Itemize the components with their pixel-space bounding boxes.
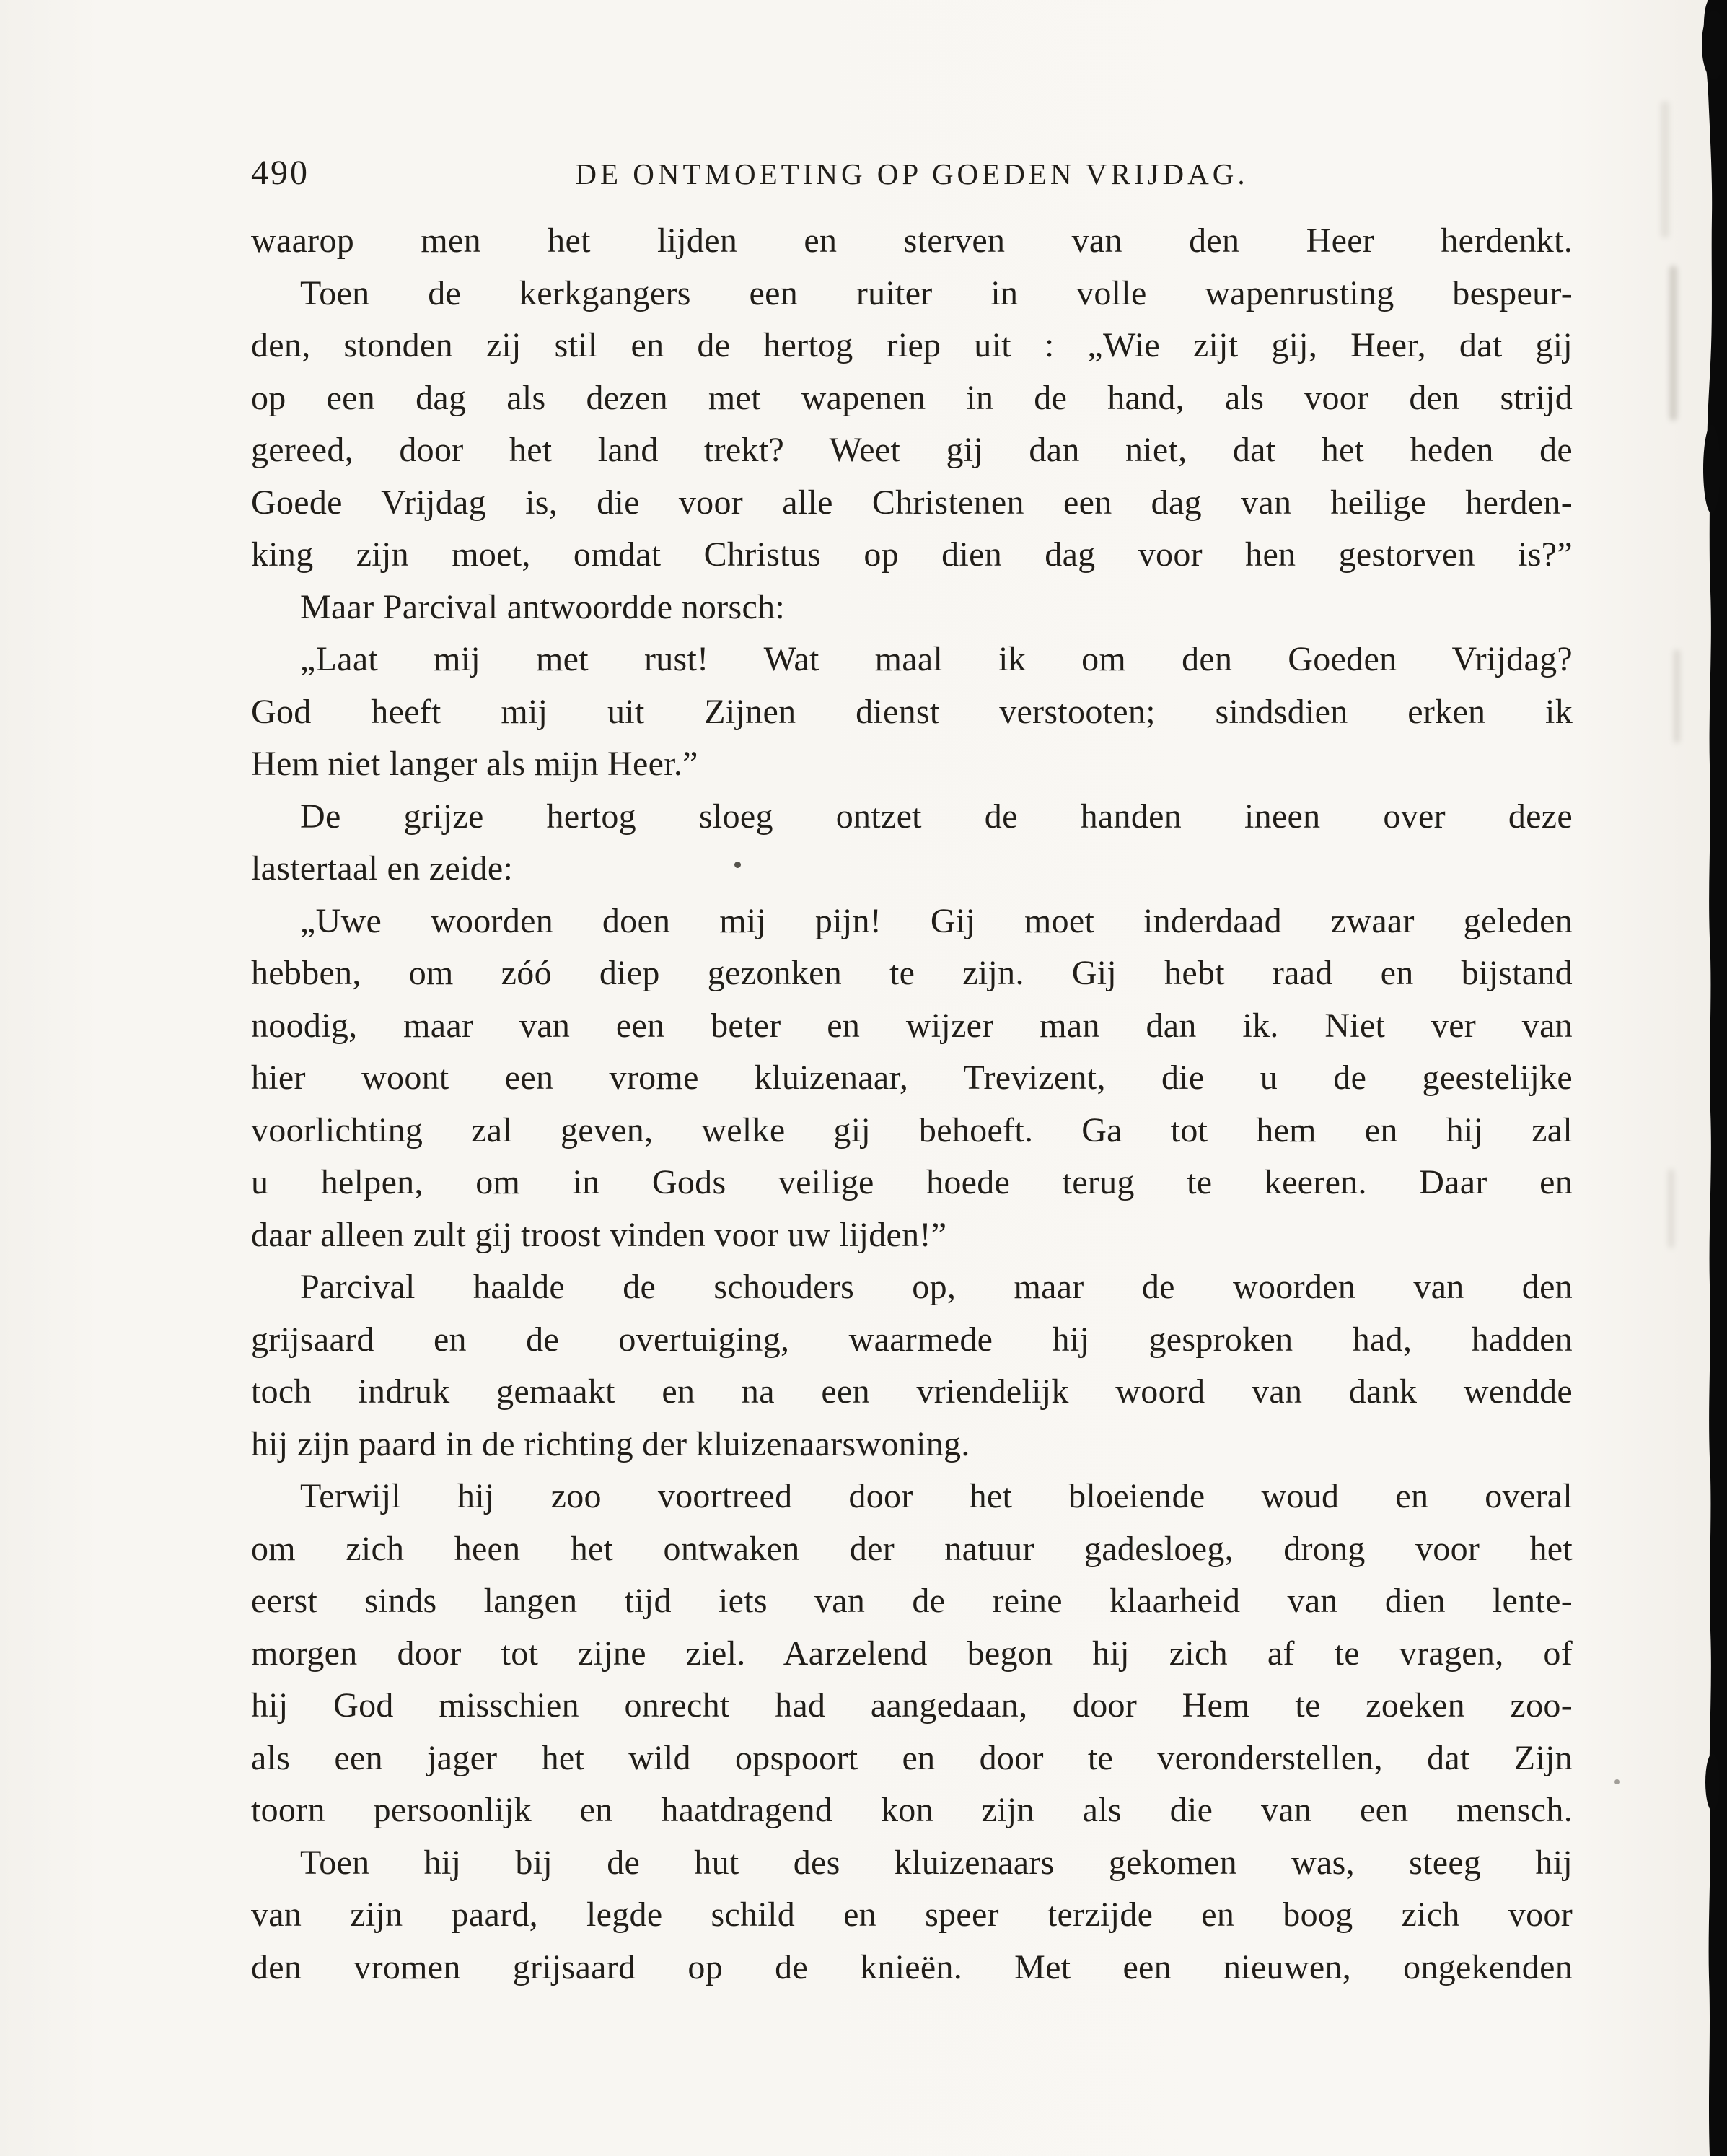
page-number: 490	[251, 154, 309, 192]
edge-blob-mid	[1703, 424, 1721, 514]
text-line: toch indruk gemaakt en na een vriendelijk woord van dank wendde	[251, 1372, 1573, 1411]
text-line: Goede Vrijdag is, die voor alle Christenen een dag van heilige herden-	[251, 483, 1573, 522]
text-line: hier woont een vrome kluizenaar, Trevizent, die u de geestelijke	[251, 1059, 1573, 1097]
text-line: als een jager het wild opspoort en door te veronderstellen, dat Zijn	[251, 1738, 1573, 1777]
text-block	[251, 215, 1573, 1994]
text-line: u helpen, om in Gods veilige hoede terug te keeren. Daar en	[251, 1163, 1573, 1201]
text-line: op een dag als dezen met wapenen in de hand, als voor den strijd	[251, 378, 1573, 417]
text-line: den, stonden zij stil en de hertog riep uit : „Wie zijt gij, Heer, dat gij	[251, 326, 1573, 364]
text-line: Toen de kerkgangers een ruiter in volle wapenrusting bespeur-	[300, 273, 1573, 312]
text-line: Maar Parcival antwoordde norsch:	[300, 587, 786, 626]
text-line: noodig, maar van een beter en wijzer man dan ik. Niet ver van	[251, 1006, 1573, 1045]
text-line: hij zijn paard in de richting der kluizenaarswoning.	[251, 1424, 970, 1463]
text-line: daar alleen zult gij troost vinden voor uw lijden!”	[251, 1215, 947, 1254]
text-line: Terwijl hij zoo voortreed door het bloeiende woud en overal	[300, 1477, 1573, 1515]
text-line: morgen door tot zijne ziel. Aarzelend begon hij zich af te vragen, of	[251, 1634, 1573, 1673]
text-line: toorn persoonlijk en haatdragend kon zijn als die van een mensch.	[251, 1791, 1573, 1829]
text-line: God heeft mij uit Zijnen dienst verstooten; sindsdien erken ik	[251, 692, 1573, 731]
scan-smudge	[1669, 266, 1677, 421]
scan-edge-shadow	[1677, 0, 1727, 2156]
ink-speck	[734, 862, 741, 868]
running-header-title: DE ONTMOETING OP GOEDEN VRIJDAG.	[575, 157, 1249, 190]
text-line: grijsaard en de overtuiging, waarmede hij gesproken had, hadden	[251, 1320, 1573, 1359]
text-line: Hem niet langer als mijn Heer.”	[251, 745, 698, 783]
text-line: De grijze hertog sloeg ontzet de handen ineen over deze	[300, 797, 1573, 836]
text-line: den vromen grijsaard op de knieën. Met een nieuwen, ongekenden	[251, 1947, 1573, 1986]
text-line: „Uwe woorden doen mij pijn! Gij moet inderdaad zwaar geleden	[300, 901, 1573, 940]
text-line: „Laat mij met rust! Wat maal ik om den Goeden Vrijdag?	[300, 640, 1573, 678]
text-line: van zijn paard, legde schild en speer terzijde en boog zich voor	[251, 1896, 1573, 1934]
text-line: hebben, om zóó diep gezonken te zijn. Gij hebt raad en bijstand	[251, 954, 1573, 992]
text-line: hij God misschien onrecht had aangedaan, door Hem te zoeken zoo-	[251, 1686, 1573, 1725]
scan-smudge	[1661, 101, 1669, 238]
scan-smudge	[1674, 649, 1680, 743]
text-line: Parcival haalde de schouders op, maar de woorden van den	[300, 1268, 1573, 1306]
text-line: voorlichting zal geven, welke gij behoeft. Ga tot hem en hij zal	[251, 1110, 1573, 1149]
page-header	[251, 152, 1573, 198]
text-line: om zich heen het ontwaken der natuur gadesloeg, drong voor het	[251, 1529, 1573, 1568]
edge-blob-top	[1702, 10, 1726, 79]
edge-blob-low	[1705, 1753, 1720, 1811]
text-line: lastertaal en zeide:	[251, 849, 514, 888]
scan-smudge	[1668, 1169, 1674, 1248]
ink-speck	[1614, 1779, 1620, 1784]
text-line: eerst sinds langen tijd iets van de reine klaarheid van dien lente-	[251, 1582, 1573, 1620]
text-line: waarop men het lijden en sterven van den Heer herdenkt.	[251, 222, 1573, 260]
text-line: Toen hij bij de hut des kluizenaars gekomen was, steeg hij	[300, 1843, 1573, 1882]
text-line: gereed, door het land trekt? Weet gij dan niet, dat het heden de	[251, 431, 1573, 469]
text-line: king zijn moet, omdat Christus op dien dag voor hen gestorven is?”	[251, 535, 1573, 574]
